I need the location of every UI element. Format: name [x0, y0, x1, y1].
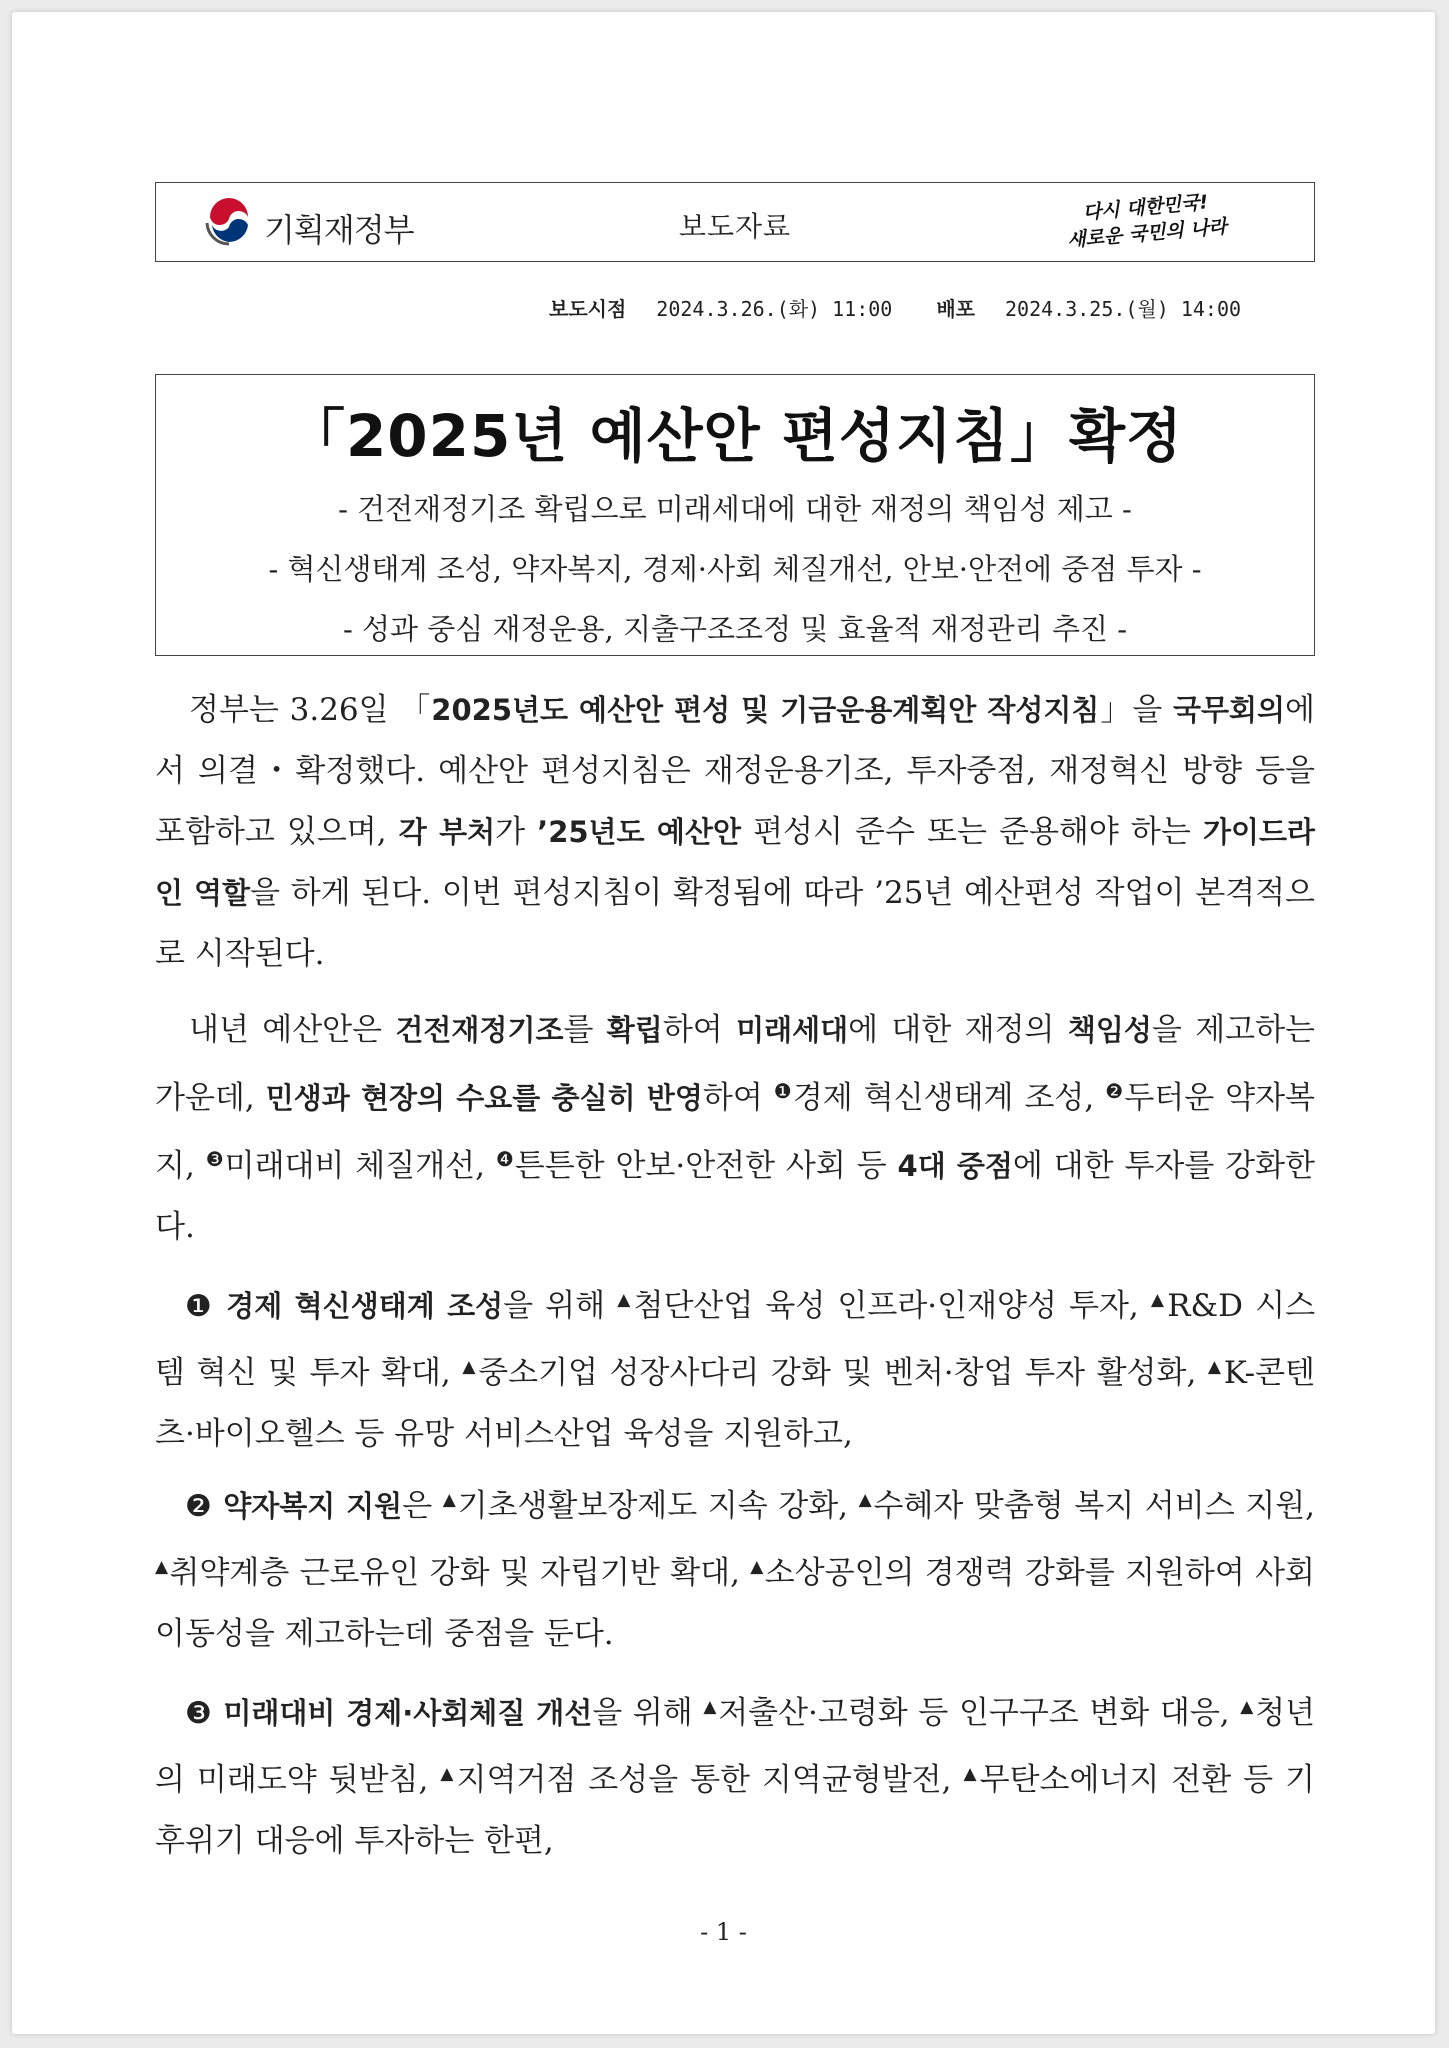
bold-text: 확립 — [606, 1013, 663, 1047]
triangle-bullet-icon: ▲ — [440, 1764, 456, 1784]
triangle-bullet-icon: ▲ — [155, 1557, 169, 1577]
number-marker: ❸ — [185, 1696, 213, 1731]
number-marker: ❸ — [205, 1147, 225, 1171]
text: 은 — [402, 1488, 443, 1524]
text: 정부는 3.26일 「 — [189, 692, 432, 728]
triangle-bullet-icon: ▲ — [617, 1290, 633, 1310]
bold-text: 각 부처 — [398, 815, 496, 849]
paragraph-4 — [155, 1470, 1315, 1665]
text: 편성시 준수 또는 준용해야 하는 — [740, 814, 1203, 850]
ministry-name: 기획재정부 — [264, 211, 414, 249]
bold-text: 약자복지 지원 — [223, 1489, 403, 1523]
bold-text: 미래세대 — [736, 1013, 849, 1047]
text: 첨단산업 육성 인프라·인재양성 투자, — [633, 1288, 1151, 1324]
text: 」을 — [1099, 692, 1173, 728]
triangle-bullet-icon: ▲ — [1240, 1697, 1255, 1717]
embargo-label: 보도시점 — [549, 297, 627, 321]
text: 에 대한 투자를 강화한다. — [155, 1148, 1315, 1245]
distribution-label: 배포 — [936, 297, 975, 321]
slogan-line2: 새로운 국민의 나라 — [1066, 215, 1228, 252]
triangle-bullet-icon: ▲ — [750, 1557, 764, 1577]
triangle-bullet-icon: ▲ — [963, 1764, 979, 1784]
bold-text: 가이드라인 역할 — [155, 815, 1315, 910]
bold-text: 민생과 현장의 수요를 충실히 반영 — [265, 1081, 703, 1115]
document-type: 보도자료 — [678, 210, 792, 243]
number-marker: ❷ — [1105, 1079, 1125, 1103]
text: 취약계층 근로유인 강화 및 자립기반 확대, — [169, 1555, 751, 1591]
press-release-header — [155, 182, 1315, 262]
bold-text: 국무회의 — [1172, 693, 1286, 727]
subtitle-2: - 혁신생태계 조성, 약자복지, 경제·사회 체질개선, 안보·안전에 중점 투자 - — [268, 552, 1202, 586]
paragraph-3 — [155, 1270, 1315, 1465]
triangle-bullet-icon: ▲ — [1150, 1290, 1167, 1310]
bold-text: 경제 혁신생태계 조성 — [226, 1289, 504, 1323]
paragraph-2 — [155, 1000, 1315, 1258]
page-title: 「2025년 예산안 편성지침」확정 — [286, 402, 1184, 470]
page-number: - 1 - — [700, 1918, 747, 1946]
paragraph-5 — [155, 1677, 1315, 1872]
text: R&D 시스템 혁신 및 투자 확대, — [155, 1288, 1316, 1391]
release-schedule — [549, 293, 1241, 322]
text: 을 위해 — [503, 1288, 618, 1324]
text: 저출산·고령화 등 인구구조 변화 대응, — [718, 1695, 1241, 1731]
triangle-bullet-icon: ▲ — [1207, 1357, 1223, 1377]
embargo-value: 2024.3.26.(화) 11:00 — [656, 297, 893, 321]
text: 하여 — [702, 1080, 774, 1116]
slogan — [1064, 187, 1228, 258]
bold-text: ’25년도 예산안 — [537, 815, 741, 849]
number-marker: ❷ — [185, 1489, 213, 1524]
triangle-bullet-icon: ▲ — [858, 1490, 873, 1510]
text: 을 하게 된다. 이번 편성지침이 확정됨에 따라 ’25년 예산편성 작업이 본격적으로 시작된다. — [155, 875, 1315, 972]
bold-text: 건전재정기조 — [395, 1013, 564, 1047]
text: 청년의 미래도약 뒷받침, — [155, 1695, 1316, 1798]
text: 무탄소에너지 전환 등 기후위기 대응에 투자하는 한편, — [155, 1762, 1315, 1859]
title-box — [155, 374, 1315, 656]
text: 튼튼한 안보·안전한 사회 등 — [514, 1148, 898, 1184]
text: 내년 예산안은 — [189, 1012, 396, 1048]
number-marker: ❹ — [495, 1147, 515, 1171]
number-marker: ❶ — [773, 1079, 793, 1103]
text: 두터운 약자복지, — [155, 1080, 1315, 1184]
bold-text: 책임성 — [1067, 1013, 1152, 1047]
subtitle-1: - 건전재정기조 확립으로 미래세대에 대한 재정의 책임성 제고 - — [338, 492, 1132, 526]
text: 미래대비 체질개선, — [224, 1148, 496, 1184]
text: 을 제고하는 가운데, — [155, 1012, 1315, 1116]
text: 기초생활보장제도 지속 강화, — [457, 1488, 859, 1524]
bold-text: 2025년도 예산안 편성 및 기금운용계획안 작성지침 — [431, 693, 1100, 727]
triangle-bullet-icon: ▲ — [442, 1490, 457, 1510]
triangle-bullet-icon: ▲ — [703, 1697, 718, 1717]
text: 가 — [495, 814, 538, 850]
text: 에서 의결・확정했다. 예산안 편성지침은 재정운용기조, 투자중점, 재정혁신 방향 등을 포함하고 있으며, — [155, 692, 1315, 850]
bold-text: 미래대비 경제·사회체질 개선 — [223, 1696, 593, 1730]
text: 수혜자 맞춤형 복지 서비스 지원, — [873, 1488, 1315, 1524]
number-marker: ❶ — [185, 1289, 215, 1324]
text: 지역거점 조성을 통한 지역균형발전, — [456, 1762, 964, 1798]
triangle-bullet-icon: ▲ — [462, 1357, 478, 1377]
text: 에 대한 재정의 — [848, 1012, 1068, 1048]
text: 을 위해 — [592, 1695, 704, 1731]
text: K-콘텐츠·바이오헬스 등 유망 서비스산업 육성을 지원하고, — [155, 1355, 1315, 1452]
text: 경제 혁신생태계 조성, — [792, 1080, 1106, 1116]
subtitle-3: - 성과 중심 재정운용, 지출구조조정 및 효율적 재정관리 추진 - — [342, 612, 1128, 646]
text: 하여 — [662, 1012, 737, 1048]
paragraph-1 — [155, 680, 1315, 985]
text: 를 — [563, 1012, 607, 1048]
text: 중소기업 성장사다리 강화 및 벤처·창업 투자 활성화, — [478, 1355, 1208, 1391]
distribution-value: 2024.3.25.(월) 14:00 — [1004, 297, 1242, 321]
text: 소상공인의 경쟁력 강화를 지원하여 사회이동성을 제고하는데 중점을 둔다. — [155, 1555, 1315, 1652]
bold-text: 4대 중점 — [897, 1149, 1013, 1183]
document-page — [12, 12, 1435, 2034]
slogan-line1: 다시 대한민국! — [1082, 191, 1209, 224]
